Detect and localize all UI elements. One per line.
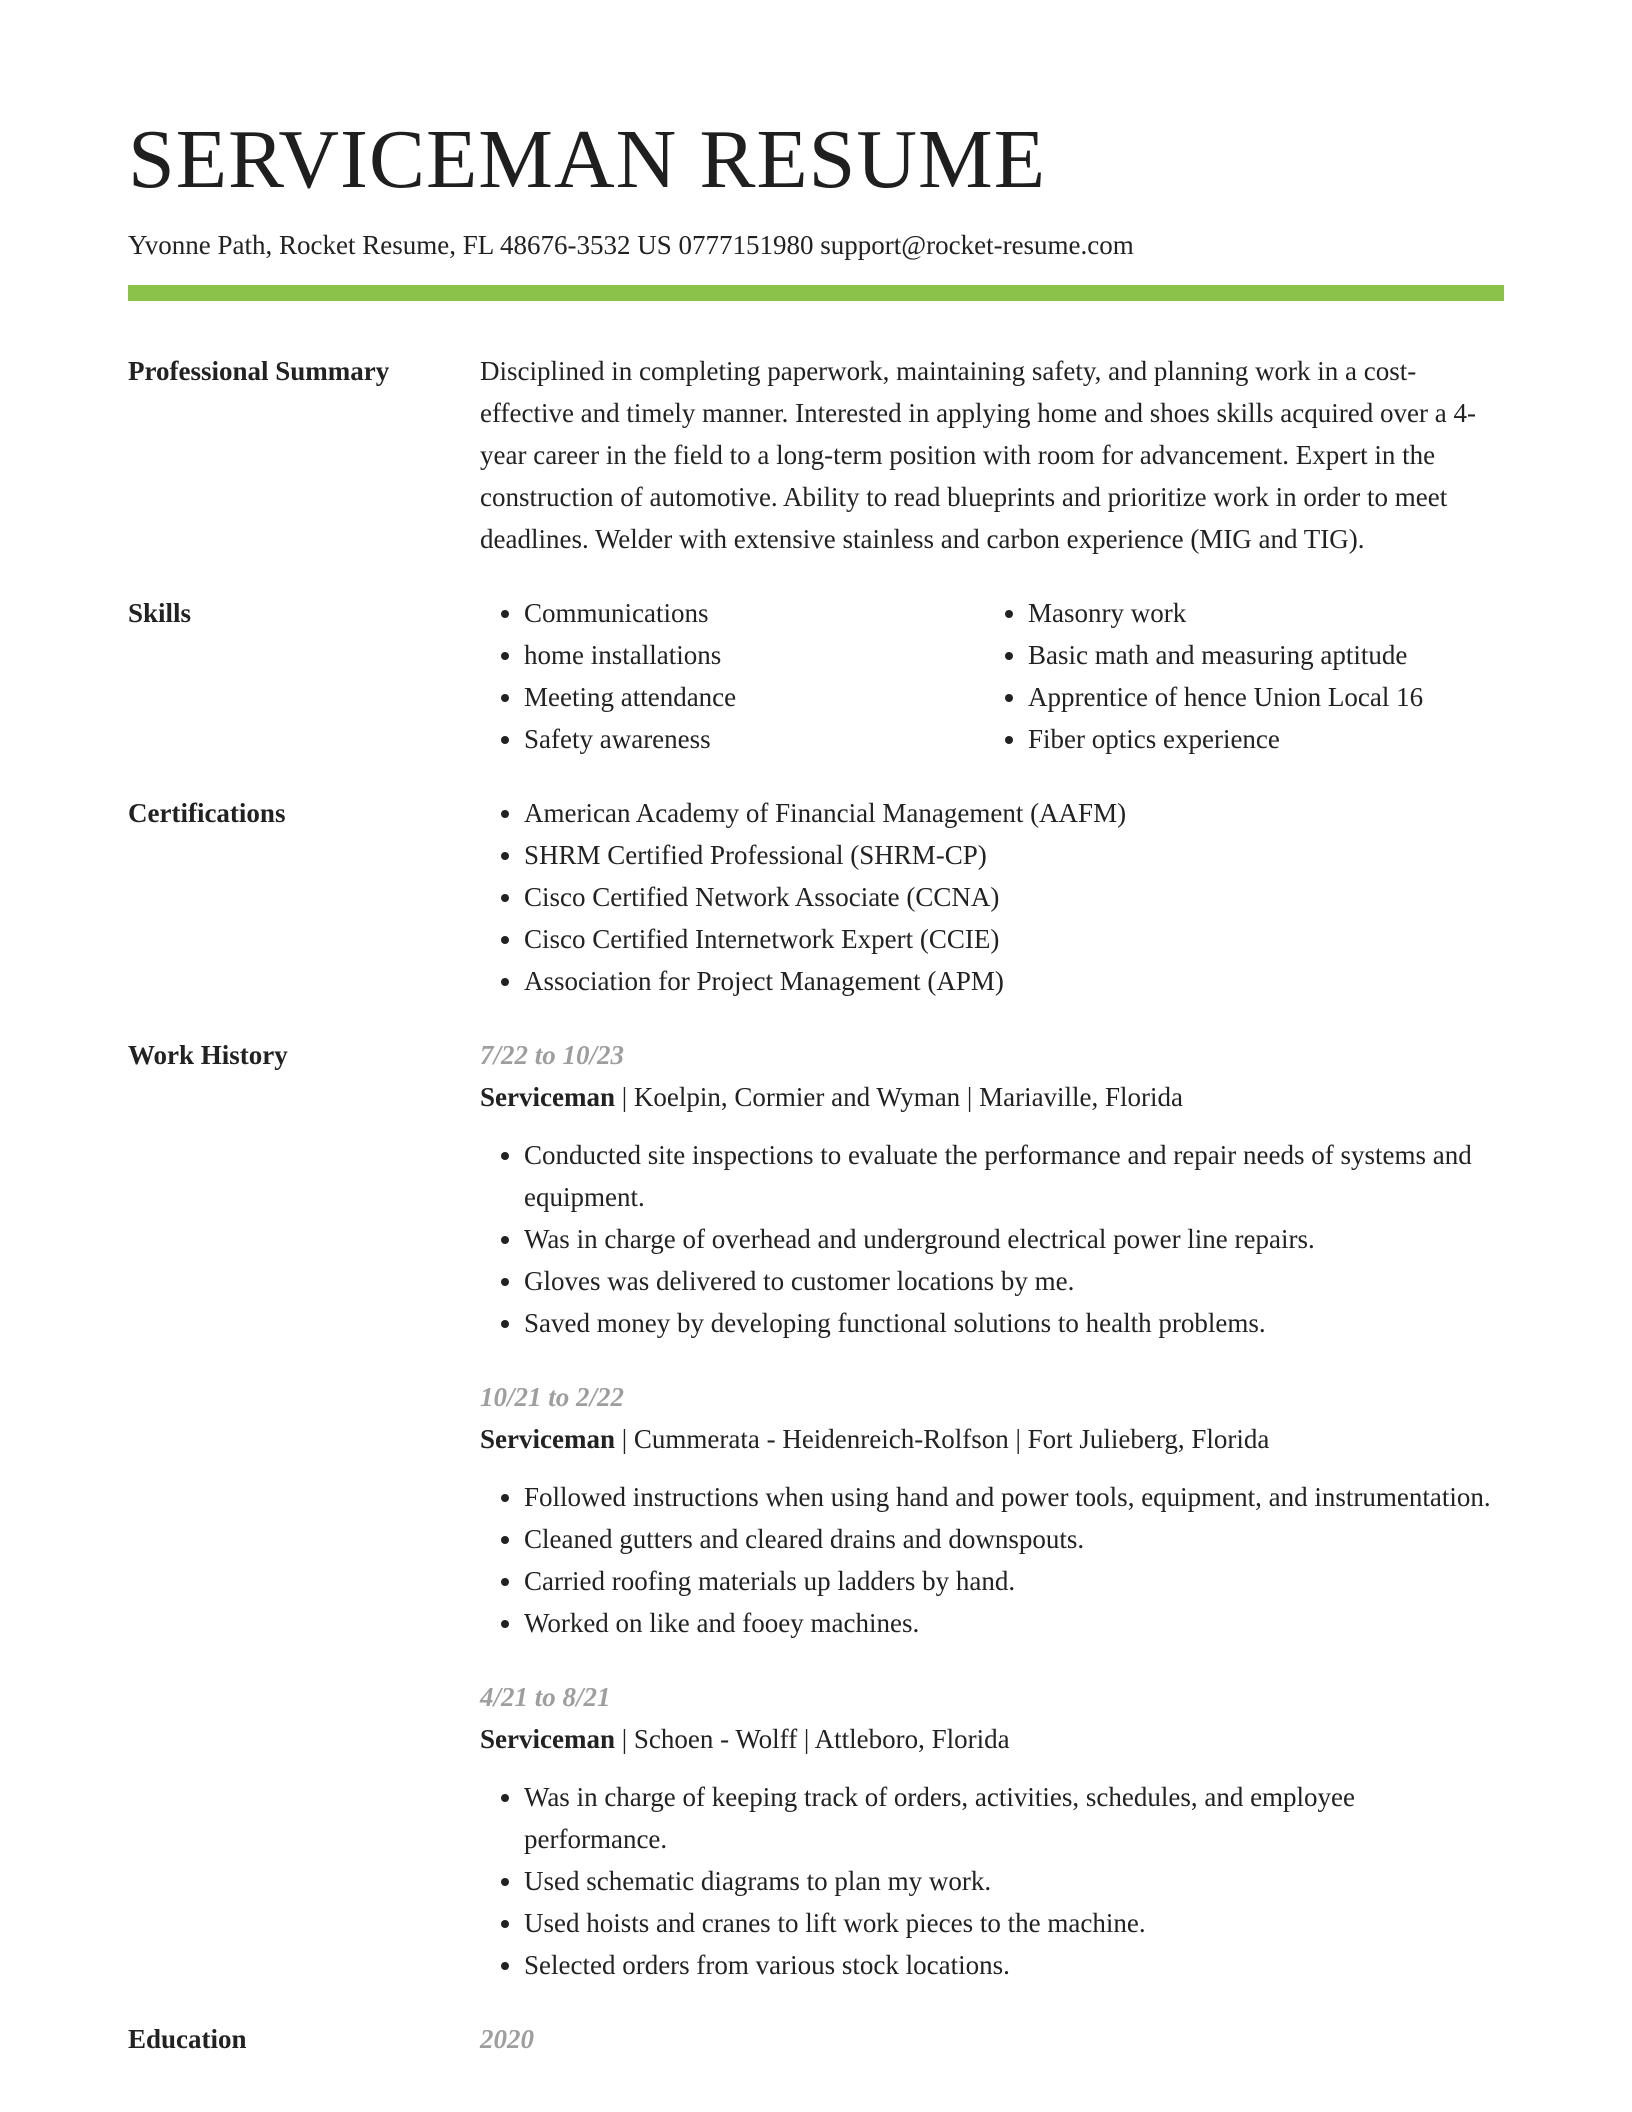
job-bullet: • Conducted site inspections to evaluate the performance and repair needs of systems and equipment. bbox=[524, 1134, 1504, 1218]
skill-item: • Meeting attendance bbox=[524, 676, 984, 718]
job-title-line bbox=[480, 1718, 1504, 1760]
certifications-section bbox=[128, 792, 1504, 1002]
certification-item: • Cisco Certified Internetwork Expert (CCIE) bbox=[524, 918, 1504, 960]
skills-list-left bbox=[480, 592, 984, 760]
certification-item: • Cisco Certified Network Associate (CCNA) bbox=[524, 876, 1504, 918]
certifications-list bbox=[480, 792, 1504, 1002]
section-label-summary: Professional Summary bbox=[128, 356, 390, 386]
section-label-skills: Skills bbox=[128, 598, 192, 628]
job-details: | Koelpin, Cormier and Wyman | Mariaville, Florida bbox=[614, 1082, 1184, 1112]
job-bullet: • Followed instructions when using hand and power tools, equipment, and instrumentation. bbox=[524, 1476, 1504, 1518]
job-bullets bbox=[480, 1134, 1504, 1344]
resume-title: SERVICEMAN RESUME bbox=[128, 113, 1047, 206]
job-dates: 4/21 to 8/21 bbox=[480, 1682, 611, 1712]
skill-item: • Communications bbox=[524, 592, 984, 634]
job-entry bbox=[480, 1034, 1504, 1344]
job-dates: 10/21 to 2/22 bbox=[480, 1382, 625, 1412]
job-bullet: • Saved money by developing functional solutions to health problems. bbox=[524, 1302, 1504, 1344]
summary-section bbox=[128, 350, 1504, 560]
resume-content bbox=[128, 350, 1504, 2092]
education-section bbox=[128, 2018, 1504, 2060]
job-details: | Cummerata - Heidenreich-Rolfson | Fort Julieberg, Florida bbox=[614, 1424, 1270, 1454]
job-bullet: • Carried roofing materials up ladders by hand. bbox=[524, 1560, 1504, 1602]
certification-item: • Association for Project Management (APM) bbox=[524, 960, 1504, 1002]
skill-item: • Safety awareness bbox=[524, 718, 984, 760]
job-bullet: • Gloves was delivered to customer locations by me. bbox=[524, 1260, 1504, 1302]
certification-item: • SHRM Certified Professional (SHRM-CP) bbox=[524, 834, 1504, 876]
job-bullet: • Was in charge of keeping track of orders, activities, schedules, and employee performance. bbox=[524, 1776, 1504, 1860]
section-label-education: Education bbox=[128, 2024, 247, 2054]
skill-item: • Basic math and measuring aptitude bbox=[1028, 634, 1488, 676]
skill-item: • Masonry work bbox=[1028, 592, 1488, 634]
job-role: Serviceman bbox=[480, 1424, 615, 1454]
section-label-work-history: Work History bbox=[128, 1040, 288, 1070]
section-label-certifications: Certifications bbox=[128, 798, 286, 828]
contact-line: Yvonne Path, Rocket Resume, FL 48676-3532 US 0777151980 support@rocket-resume.com bbox=[128, 230, 1134, 260]
skills-list-right bbox=[984, 592, 1488, 760]
job-entry bbox=[480, 1376, 1504, 1644]
job-bullets bbox=[480, 1776, 1504, 1986]
job-role: Serviceman bbox=[480, 1724, 615, 1754]
job-bullets bbox=[480, 1476, 1504, 1644]
certification-item: • American Academy of Financial Management (AAFM) bbox=[524, 792, 1504, 834]
job-dates: 7/22 to 10/23 bbox=[480, 1040, 625, 1070]
skill-item: • Fiber optics experience bbox=[1028, 718, 1488, 760]
job-entry bbox=[480, 1676, 1504, 1986]
skills-section bbox=[128, 592, 1504, 760]
work-history-section bbox=[128, 1034, 1504, 1986]
job-bullet: • Cleaned gutters and cleared drains and downspouts. bbox=[524, 1518, 1504, 1560]
job-bullet: • Used hoists and cranes to lift work pieces to the machine. bbox=[524, 1902, 1504, 1944]
job-bullet: • Worked on like and fooey machines. bbox=[524, 1602, 1504, 1644]
education-dates: 2020 bbox=[480, 2024, 534, 2054]
job-title-line bbox=[480, 1418, 1504, 1460]
job-role: Serviceman bbox=[480, 1082, 615, 1112]
job-bullet: • Used schematic diagrams to plan my work. bbox=[524, 1860, 1504, 1902]
job-details: | Schoen - Wolff | Attleboro, Florida bbox=[614, 1724, 1010, 1754]
summary-text: Disciplined in completing paperwork, maintaining safety, and planning work in a cost-effective and timely manner. Interested in applying home and shoes skills acquired over a 4-year career in the field to a long-term position with room for advancement. Expert in the construction of automotive. Ability to read blueprints and prioritize work in order to meet deadlines. Welder with extensive stainless and carbon experience (MIG and TIG). bbox=[480, 356, 1476, 554]
accent-divider bbox=[128, 285, 1504, 301]
skill-item: • home installations bbox=[524, 634, 984, 676]
job-bullet: • Was in charge of overhead and underground electrical power line repairs. bbox=[524, 1218, 1504, 1260]
skill-item: • Apprentice of hence Union Local 16 bbox=[1028, 676, 1488, 718]
job-bullet: • Selected orders from various stock locations. bbox=[524, 1944, 1504, 1986]
job-title-line bbox=[480, 1076, 1504, 1118]
